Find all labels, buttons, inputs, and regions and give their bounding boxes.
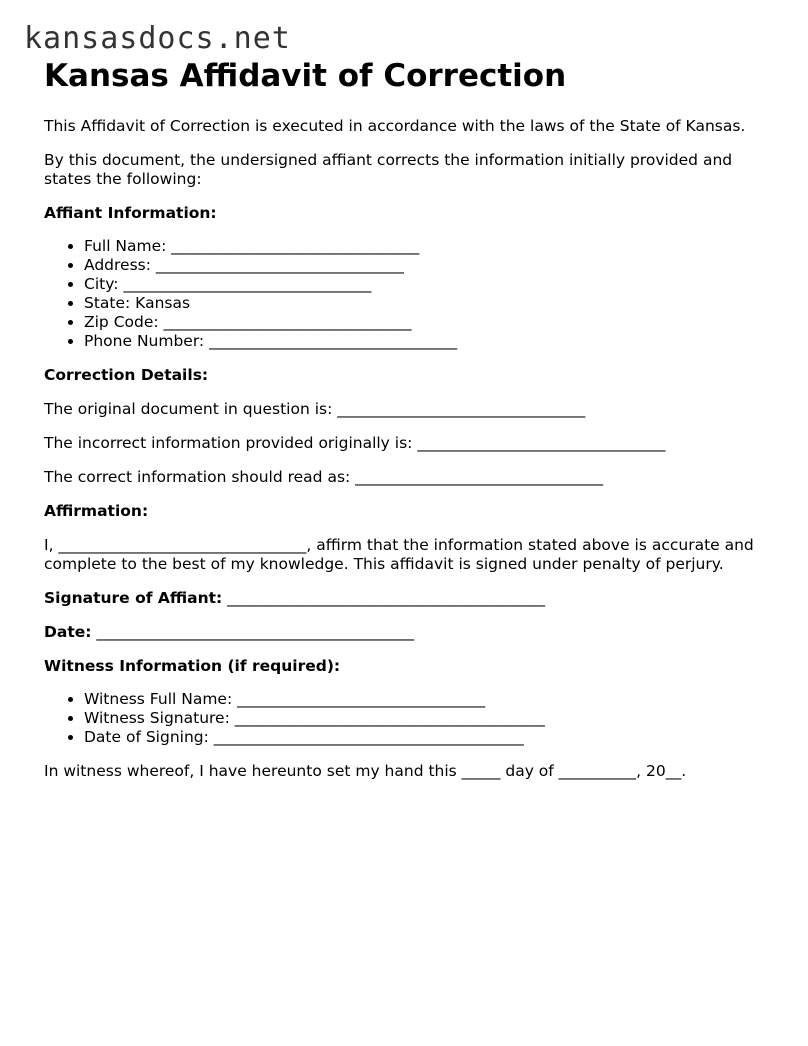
document-title: Kansas Affidavit of Correction [44,58,567,94]
signature-blank: _________________________________________ [227,589,545,607]
date-line-row [44,623,774,642]
affirmation-heading: Affirmation: [44,502,149,520]
document-page [44,56,774,781]
affiant-list [44,237,774,351]
date-of-signing-field: • Date of Signing: ________________________________________ [84,728,774,747]
signature-label: Signature of Affiant: [44,589,223,607]
affiant-city-field: • City: ________________________________ [84,275,774,294]
original-document-field: The original document in question is: ________________________________ [44,400,586,418]
affiant-phone-field: • Phone Number: ________________________________ [84,332,774,351]
affiant-zip-field: • Zip Code: ________________________________ [84,313,774,332]
signature-line-row [44,589,774,608]
affirmation-text: I, ________________________________, affirm that the information stated above is accurate and complete to the best of my knowledge. This affidavit is signed under penalty of perjury. [44,536,754,573]
witness-heading: Witness Information (if required): [44,657,341,675]
affiant-heading: Affiant Information: [44,204,217,222]
correct-information-field: The correct information should read as: ________________________________ [44,468,604,486]
affiant-full-name-field: • Full Name: ________________________________ [84,237,774,256]
witness-list [44,690,774,747]
date-blank: _________________________________________ [96,623,415,641]
affiant-state-field: • State: Kansas [84,294,774,313]
incorrect-information-field: The incorrect information provided originally is: ________________________________ [44,434,666,452]
intro-paragraph-1: This Affidavit of Correction is executed in accordance with the laws of the State of Kansas. [44,117,746,135]
closing-statement: In witness whereof, I have hereunto set my hand this _____ day of __________, 20__. [44,762,687,780]
watermark: kansasdocs.net [24,21,291,56]
witness-full-name-field: • Witness Full Name: ________________________________ [84,690,774,709]
witness-signature-field: • Witness Signature: ________________________________________ [84,709,774,728]
correction-heading: Correction Details: [44,366,209,384]
affiant-address-field: • Address: ________________________________ [84,256,774,275]
intro-paragraph-2: By this document, the undersigned affiant corrects the information initially provided and states the following: [44,151,733,188]
date-label: Date: [44,623,92,641]
